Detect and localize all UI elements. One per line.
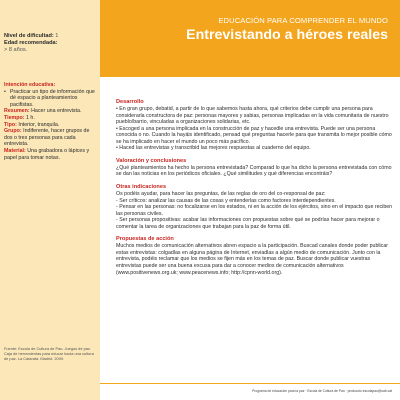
category-label: EDUCACIÓN PARA COMPRENDER EL MUNDO xyxy=(218,16,388,25)
age-value: > 8 años. xyxy=(4,47,28,54)
section-paragraph: • Haced las entrevistas y transcribid las mejores respuestas al cuaderno del equipo. xyxy=(116,145,311,152)
section-paragraph: - Ser personas propositivas: acabar las informaciones con propuestas sobre qué se podrías hacer para mejorar o comentar la tarea de organizaciones que trabajan para la paz de forma útil. xyxy=(116,217,380,230)
section-title: Otras indicaciones xyxy=(116,184,167,191)
footer-text: Programa de educación para la paz · Escola de Cultura de Pau · produccio.escolapau@uab.cat xyxy=(252,389,392,393)
group-text: Indiferente, hacer grupos de dos o tres personas para cada entrevista. xyxy=(4,128,90,148)
difficulty-value: 1 xyxy=(55,33,59,39)
main-content xyxy=(116,99,394,282)
summary-label: Resumen: xyxy=(4,108,30,115)
intent-title: Intención educativa: xyxy=(4,82,56,88)
section-paragraph: Os podéis ayudar, para hacer las preguntas, de las reglas de oro del co-responsal de paz: xyxy=(116,191,326,198)
footer-divider xyxy=(100,383,400,384)
type-label: Tipo: xyxy=(4,121,17,128)
section-paragraph: Muchos medios de comunicación alternativos abren espacio a la participación. Buscad canales donde poder publicar estas entrevistas: colgadlas en alguna página de Internet, enviadlas a algún medio de comunicación. Junto con la entrevista, podéis reclamar que los medios se fijen más en los temas de paz. Buscar donde publicar vuestras entrevistas puede ser una buena excusa para dar a conocer medios de comunicación alternativos (www.positivenews.org.uk; www.peacenews.info; http://cpnn-world.org). xyxy=(116,243,388,276)
summary-text: Hacer una entrevista. xyxy=(31,108,82,115)
group-label: Grupo: xyxy=(4,128,22,135)
section-paragraph: • Escoged a una persona implicada en la construcción de paz y hacedle una entrevista. Puede ser una persona conocida o no. Cuando la hayáis identificado, pensad qué preguntas hacerle para que transmita lo mejor posible cómo se ha implicado en hacer el mundo un poco más pacífico. xyxy=(116,125,392,145)
section-paragraph: - Ser críticos: analizar las causas de las cosas y entenderlas como factores interdependientes. xyxy=(116,197,336,204)
section-valoracion xyxy=(116,158,394,178)
page-title: Entrevistando a héroes reales xyxy=(186,27,388,43)
time-text: 1 h. xyxy=(26,114,35,121)
difficulty-label: Nivel de dificultad: xyxy=(4,33,54,39)
section-paragraph: • En gran grupo, debatid, a partir de lo que sabemos hasta ahora, qué criterios debe cumplir una persona para considerarla constructora de paz: personas mayores y sabias, personas implicadas en la vida comunitaria de nuestro pueblo/barrio, vinculadas a organizaciones solidarias, etc. xyxy=(116,106,389,126)
section-title: Desarrollo xyxy=(116,99,144,105)
section-propuestas xyxy=(116,236,394,276)
section-otras-indicaciones xyxy=(116,184,394,230)
sidebar-details xyxy=(4,82,98,161)
section-paragraph: ¿Qué planteamientos ha hecho la persona entrevistada? Comparad lo que ha dicho la persona entrevistada con cómo se dan las noticias en los periódicos oficiales. ¿Qué similitudes y qué diferencias encontráis? xyxy=(116,164,392,178)
type-text: Interior, tranquila. xyxy=(18,121,60,128)
material-label: Material: xyxy=(4,147,26,154)
section-title: Propuestas de acción xyxy=(116,236,174,243)
sidebar-panel xyxy=(0,0,100,400)
intent-list xyxy=(4,89,98,109)
intent-item: • Practicar un tipo de información que dé espacio a planteamientos pacifistas. xyxy=(4,89,98,109)
section-paragraph: - Pensar en las personas: no focalizarse en los estados, ni en la acción de los ejércitos, sino en el impacto que reciben las personas civiles. xyxy=(116,204,393,217)
section-desarrollo xyxy=(116,99,394,152)
age-label: Edad recomendada: xyxy=(4,40,58,47)
activity-meta xyxy=(4,33,98,55)
header-banner xyxy=(100,0,400,77)
time-label: Tiempo: xyxy=(4,114,25,121)
material-text: Una grabadora o lápices y papel para tomar notas. xyxy=(4,147,90,161)
section-title: Valoración y conclusiones xyxy=(116,157,187,164)
source-note: Fuente: Escola de Cultura de Pau. Juegos de paz. Caja de herramientas para educar hacia una cultura de paz. La Catarata. Madrid. 2009. xyxy=(4,346,94,361)
